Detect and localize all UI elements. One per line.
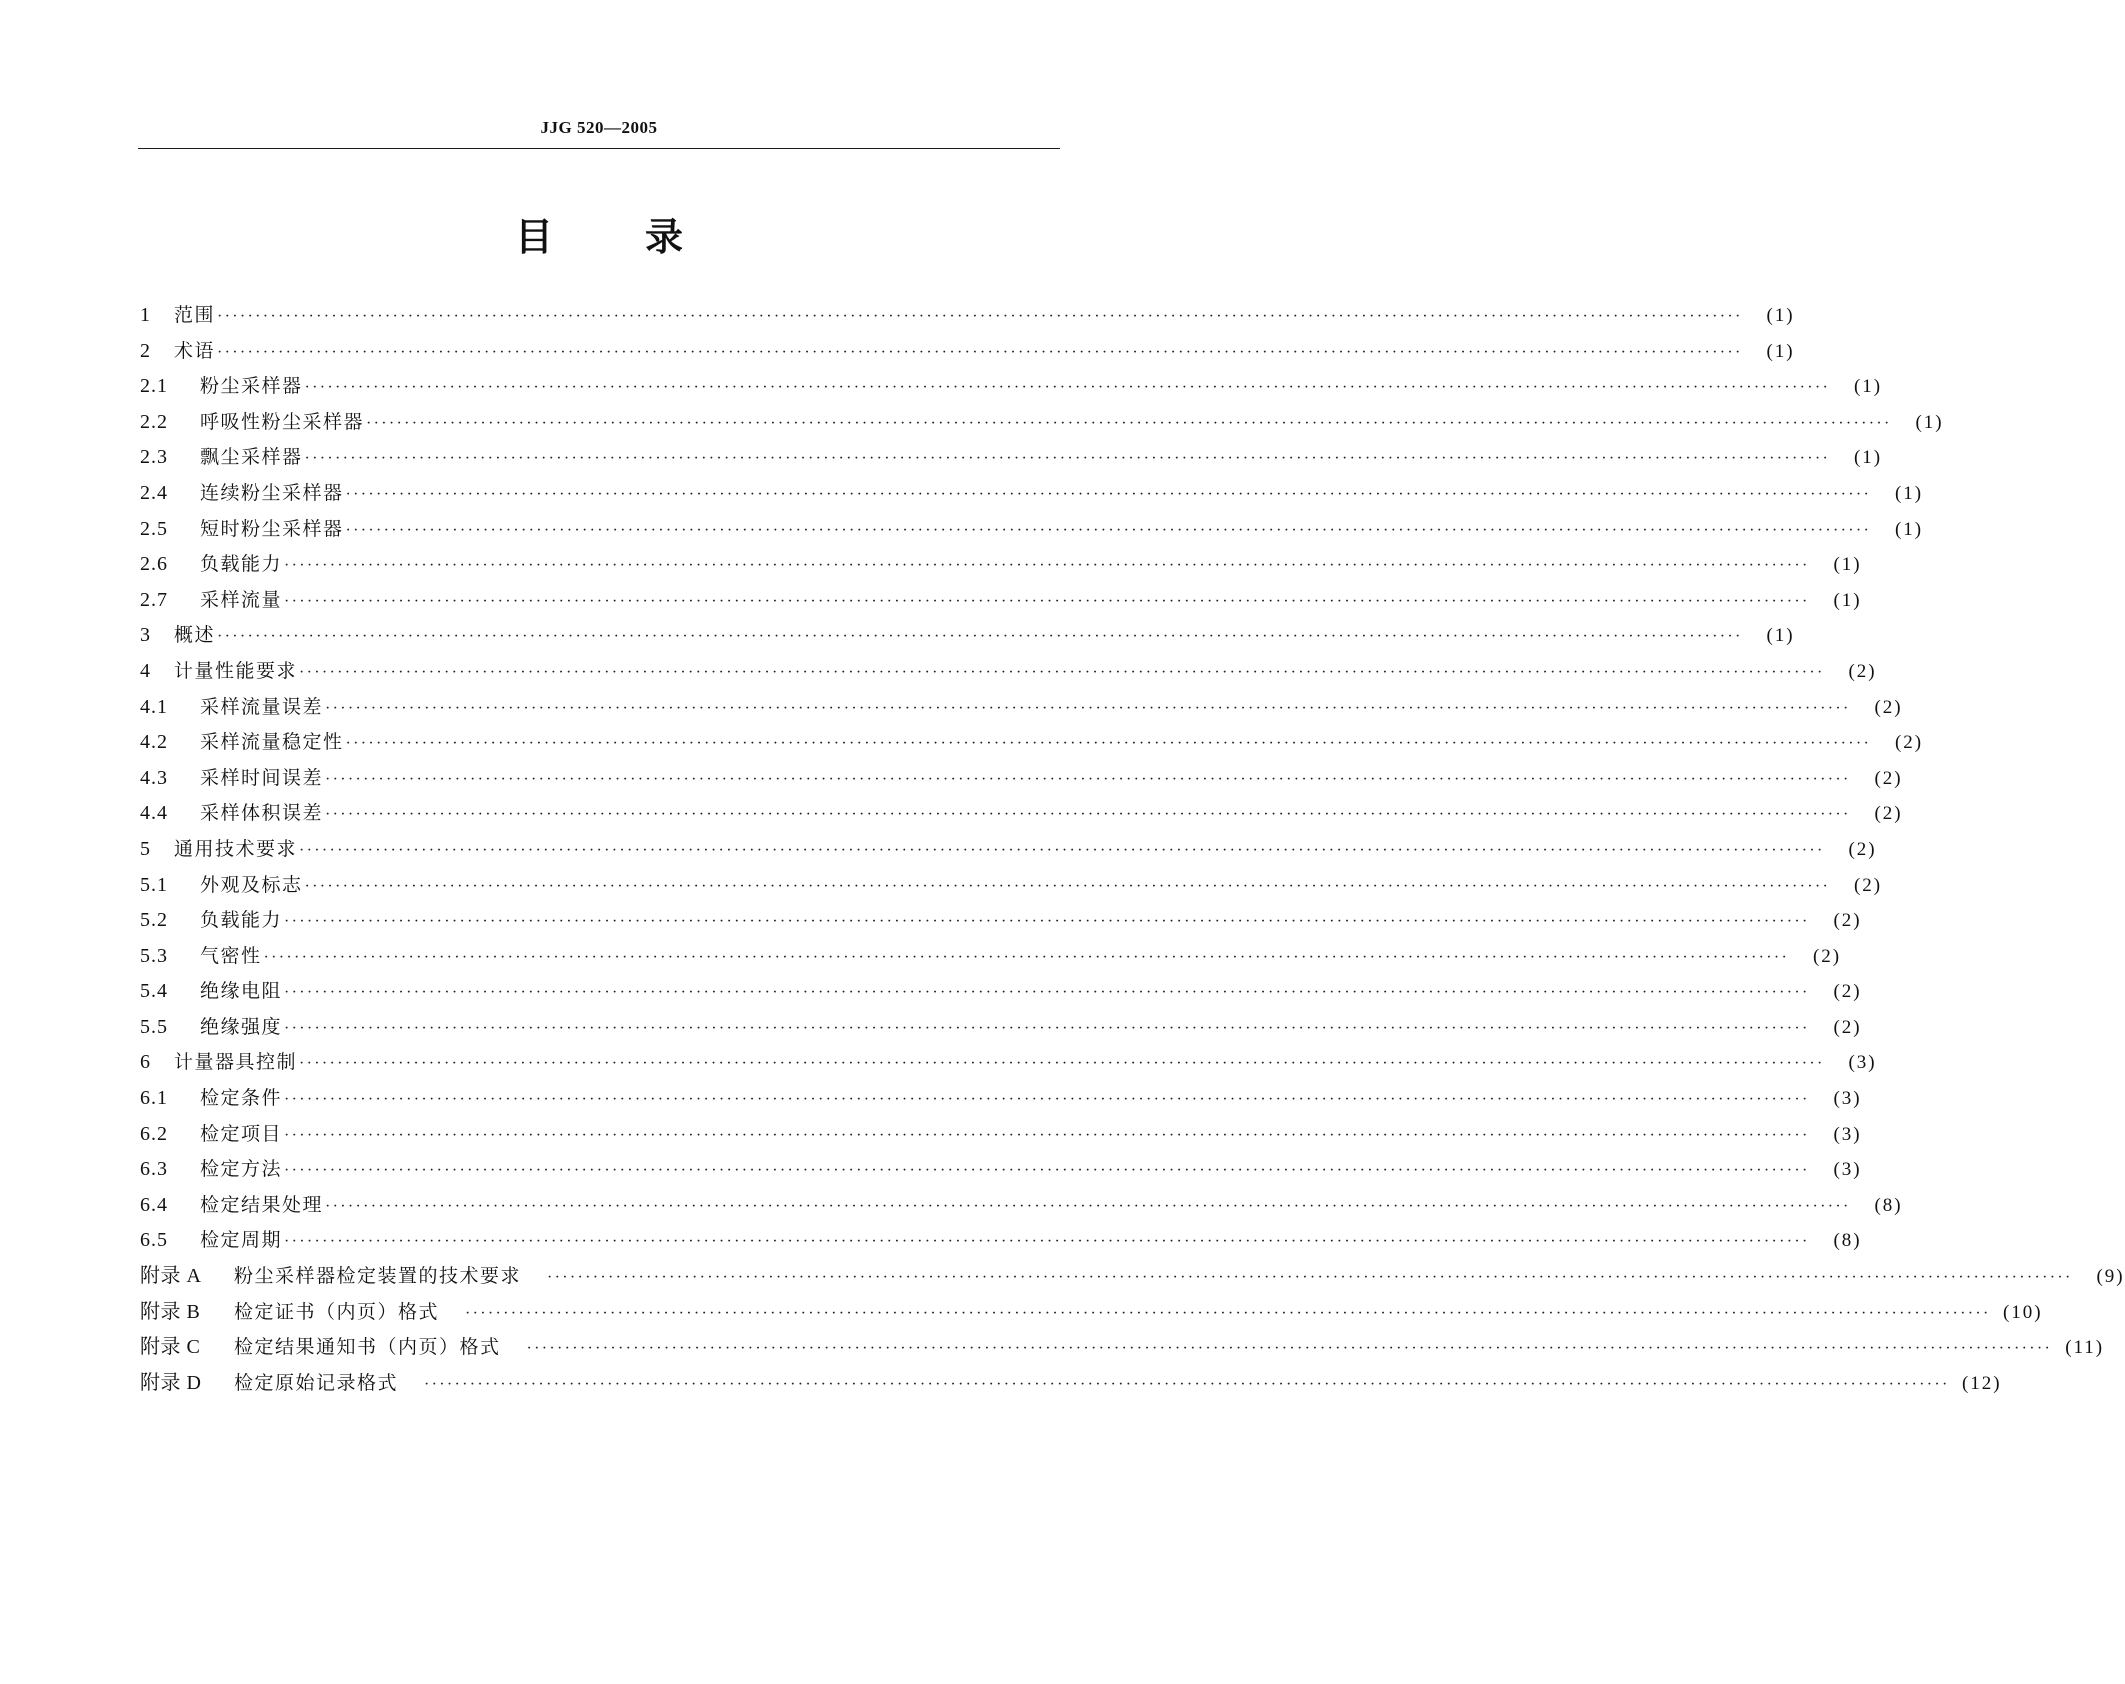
dot-leader: ········································································································································································································	[547, 1269, 2073, 1287]
dot-leader: ········································································································································································································	[299, 841, 1825, 859]
toc-entry-label[interactable]: 负载能力	[200, 909, 283, 932]
toc-entry-label[interactable]: 通用技术要求	[174, 837, 298, 860]
toc-entry-page[interactable]: (1)	[1915, 411, 1944, 433]
dot-leader: ········································································································································································································	[284, 1162, 1810, 1180]
toc-entry[interactable]	[140, 832, 1877, 868]
toc-entry-number: 附录 D	[140, 1371, 202, 1394]
table-of-contents	[140, 298, 2125, 1401]
toc-entry-label[interactable]: 负载能力	[200, 553, 283, 576]
toc-entry-label[interactable]: 外观及标志	[200, 873, 303, 896]
toc-entry-page[interactable]: (8)	[1874, 1194, 1903, 1216]
toc-entry[interactable]	[140, 1295, 2043, 1331]
toc-entry-page[interactable]: (2)	[1848, 660, 1877, 682]
toc-entry-page[interactable]: (1)	[1853, 447, 1883, 469]
toc-entry-label[interactable]: 概述	[174, 624, 216, 647]
dot-leader: ········································································································································································································	[284, 557, 1810, 575]
toc-entry-number: 6	[140, 1051, 151, 1074]
toc-entry[interactable]	[140, 1117, 1862, 1153]
dot-leader: ········································································································································································································	[465, 1304, 1991, 1322]
toc-entry-label[interactable]: 采样体积误差	[200, 802, 324, 825]
toc-entry-number: 3	[140, 624, 151, 647]
toc-entry-page[interactable]: (11)	[2065, 1337, 2105, 1359]
dot-leader: ········································································································································································································	[217, 308, 1743, 325]
toc-entry[interactable]	[140, 334, 1795, 370]
toc-entry-page[interactable]: (3)	[1833, 1123, 1862, 1145]
toc-entry-label[interactable]: 计量性能要求	[174, 659, 298, 682]
toc-entry-label[interactable]: 范围	[174, 304, 216, 326]
dot-leader: ········································································································································································································	[299, 1055, 1825, 1073]
toc-entry-page[interactable]: (2)	[1833, 981, 1862, 1003]
toc-entry[interactable]	[140, 1152, 1862, 1188]
dot-leader: ········································································································································································································	[217, 628, 1743, 646]
toc-entry-label[interactable]: 术语	[174, 339, 216, 362]
toc-entry-page[interactable]: (8)	[1833, 1230, 1862, 1252]
toc-entry-page[interactable]: (3)	[1833, 1159, 1862, 1181]
toc-entry-page[interactable]: (1)	[1766, 625, 1795, 647]
toc-entry-number: 6.5	[140, 1229, 168, 1252]
toc-entry-label[interactable]: 检定周期	[200, 1229, 283, 1252]
toc-entry-number: 附录 A	[140, 1265, 202, 1288]
toc-entry[interactable]	[140, 476, 1924, 512]
toc-entry-number: 4.1	[140, 695, 168, 718]
dot-leader: ········································································································································································································	[284, 984, 1810, 1002]
dot-leader: ········································································································································································································	[424, 1375, 1950, 1393]
header-rule	[138, 148, 1060, 149]
toc-entry-page[interactable]: (1)	[1853, 376, 1883, 398]
dot-leader: ········································································································································································································	[325, 806, 1851, 824]
toc-entry-number: 5.5	[140, 1015, 168, 1038]
toc-entry-page[interactable]: (2)	[1853, 874, 1883, 896]
toc-entry-number: 2.3	[140, 446, 168, 469]
dot-leader: ········································································································································································································	[304, 379, 1831, 397]
toc-entry-number: 4.3	[140, 766, 168, 789]
toc-entry[interactable]	[140, 583, 1862, 619]
toc-entry-page[interactable]: (2)	[1874, 803, 1903, 825]
dot-leader: ········································································································································································································	[325, 699, 1851, 717]
toc-entry-label[interactable]: 呼吸性粉尘采样器	[200, 410, 365, 433]
toc-entry-page[interactable]: (9)	[2096, 1266, 2125, 1288]
toc-entry-page[interactable]: (2)	[1874, 767, 1903, 789]
toc-entry-label[interactable]: 检定原始记录格式	[234, 1371, 399, 1394]
toc-entry-label[interactable]: 连续粉尘采样器	[200, 481, 344, 504]
toc-entry[interactable]	[140, 903, 1862, 939]
toc-entry-label[interactable]: 粉尘采样器	[200, 375, 303, 398]
toc-entry-page[interactable]: (1)	[1833, 589, 1862, 611]
toc-entry-label[interactable]: 采样流量稳定性	[200, 731, 344, 754]
dot-leader: ········································································································································································································	[325, 770, 1851, 788]
toc-entry-page[interactable]: (10)	[2002, 1301, 2043, 1323]
dot-leader: ········································································································································································································	[284, 1091, 1810, 1109]
toc-entry-label[interactable]: 检定证书（内页）格式	[234, 1300, 440, 1323]
dot-leader: ········································································································································································································	[284, 913, 1810, 931]
toc-entry-number: 2	[140, 339, 151, 362]
toc-entry[interactable]	[140, 761, 1903, 797]
toc-entry-number: 4	[140, 659, 151, 682]
toc-entry-label[interactable]: 检定方法	[200, 1158, 283, 1181]
toc-title	[138, 214, 1060, 260]
toc-entry-number: 2.7	[140, 588, 168, 611]
dot-leader: ········································································································································································································	[304, 450, 1831, 468]
toc-entry-page[interactable]: (3)	[1833, 1088, 1862, 1110]
toc-entry-label[interactable]: 检定结果处理	[200, 1193, 324, 1216]
dot-leader: ········································································································································································································	[366, 414, 1892, 432]
toc-entry-page[interactable]: (2)	[1848, 838, 1877, 860]
toc-entry-number: 4.4	[140, 802, 168, 825]
toc-entry-page[interactable]: (1)	[1894, 518, 1924, 540]
toc-entry-page[interactable]: (1)	[1766, 305, 1795, 326]
toc-entry-number: 附录 C	[140, 1336, 201, 1359]
toc-entry-label[interactable]: 采样时间误差	[200, 766, 324, 789]
toc-entry-page[interactable]: (1)	[1894, 482, 1924, 504]
toc-entry-number: 6.3	[140, 1158, 168, 1181]
toc-entry-page[interactable]: (1)	[1766, 340, 1795, 362]
toc-entry-number: 1	[140, 304, 151, 326]
toc-entry-number: 附录 B	[140, 1300, 201, 1323]
dot-leader: ········································································································································································································	[345, 521, 1872, 539]
toc-entry-number: 6.2	[140, 1122, 168, 1145]
dot-leader: ········································································································································································································	[345, 735, 1872, 753]
toc-entry-number: 2.4	[140, 481, 168, 504]
toc-entry-label[interactable]: 飘尘采样器	[200, 446, 303, 469]
toc-entry-label[interactable]: 绝缘电阻	[200, 980, 283, 1003]
dot-leader: ········································································································································································································	[284, 1233, 1810, 1251]
toc-entry[interactable]	[140, 868, 1883, 904]
toc-entry-number: 5.3	[140, 944, 168, 967]
toc-entry[interactable]	[140, 369, 1883, 405]
toc-entry[interactable]	[140, 440, 1883, 476]
toc-title-char-2: 录	[645, 215, 684, 259]
toc-entry-number: 5.4	[140, 980, 168, 1003]
dot-leader: ········································································································································································································	[217, 343, 1743, 361]
toc-entry[interactable]	[140, 1081, 1862, 1117]
toc-entry-number: 5.1	[140, 873, 168, 896]
toc-entry[interactable]	[140, 796, 1903, 832]
dot-leader: ········································································································································································································	[325, 1197, 1851, 1215]
toc-entry-page[interactable]: (1)	[1833, 554, 1862, 576]
toc-entry-page[interactable]: (2)	[1894, 732, 1924, 754]
toc-entry[interactable]	[140, 298, 1795, 334]
toc-entry-page[interactable]: (2)	[1833, 910, 1862, 932]
dot-leader: ········································································································································································································	[345, 485, 1872, 503]
toc-entry[interactable]	[140, 618, 1795, 654]
toc-entry-label[interactable]: 气密性	[200, 944, 262, 967]
toc-entry-label[interactable]: 短时粉尘采样器	[200, 517, 344, 540]
toc-entry[interactable]	[140, 1188, 1903, 1224]
toc-entry-number: 2.5	[140, 517, 168, 540]
dot-leader: ········································································································································································································	[284, 1126, 1810, 1144]
toc-entry-number: 5.2	[140, 909, 168, 932]
toc-entry[interactable]	[140, 939, 1842, 975]
dot-leader: ········································································································································································································	[284, 1019, 1810, 1037]
dot-leader: ········································································································································································································	[299, 663, 1825, 681]
toc-entry-label[interactable]: 检定项目	[200, 1122, 283, 1145]
toc-entry[interactable]	[140, 690, 1903, 726]
toc-entry-label[interactable]: 检定条件	[200, 1087, 283, 1110]
toc-entry[interactable]	[140, 512, 1924, 548]
toc-entry-label[interactable]: 粉尘采样器检定装置的技术要求	[234, 1265, 522, 1288]
toc-entry-page[interactable]: (12)	[1961, 1372, 2002, 1394]
toc-entry[interactable]	[140, 1223, 1862, 1259]
toc-entry-number: 6.4	[140, 1193, 168, 1216]
toc-entry-label[interactable]: 计量器具控制	[174, 1051, 298, 1074]
toc-entry-label[interactable]: 采样流量	[200, 588, 283, 611]
toc-entry[interactable]	[140, 974, 1862, 1010]
dot-leader: ········································································································································································································	[263, 948, 1790, 966]
toc-entry-label[interactable]: 采样流量误差	[200, 695, 324, 718]
toc-entry-number: 2.2	[140, 410, 168, 433]
dot-leader: ········································································································································································································	[284, 592, 1810, 610]
toc-entry[interactable]	[140, 725, 1924, 761]
toc-entry[interactable]	[140, 1010, 1862, 1046]
toc-entry[interactable]	[140, 1045, 1877, 1081]
toc-entry-page[interactable]: (3)	[1848, 1052, 1877, 1074]
document-code-header: JJG 520—2005	[540, 118, 658, 137]
toc-entry[interactable]	[140, 1330, 2105, 1366]
toc-entry[interactable]	[140, 1259, 2125, 1295]
toc-entry-number: 2.6	[140, 553, 168, 576]
toc-entry[interactable]	[140, 405, 1944, 441]
toc-entry-number: 5	[140, 837, 151, 860]
toc-entry[interactable]	[140, 547, 1862, 583]
toc-entry-page[interactable]: (2)	[1812, 945, 1842, 967]
dot-leader: ········································································································································································································	[304, 877, 1831, 895]
toc-entry-page[interactable]: (2)	[1833, 1016, 1862, 1038]
toc-entry-number: 2.1	[140, 375, 168, 398]
toc-entry-label[interactable]: 检定结果通知书（内页）格式	[234, 1336, 501, 1359]
toc-entry-number: 6.1	[140, 1087, 168, 1110]
toc-entry[interactable]	[140, 654, 1877, 690]
toc-title-char-1: 目	[514, 215, 553, 259]
dot-leader: ········································································································································································································	[526, 1340, 2053, 1358]
toc-entry-label[interactable]: 绝缘强度	[200, 1015, 283, 1038]
toc-entry[interactable]	[140, 1366, 2002, 1402]
toc-entry-page[interactable]: (2)	[1874, 696, 1903, 718]
toc-entry-number: 4.2	[140, 731, 168, 754]
